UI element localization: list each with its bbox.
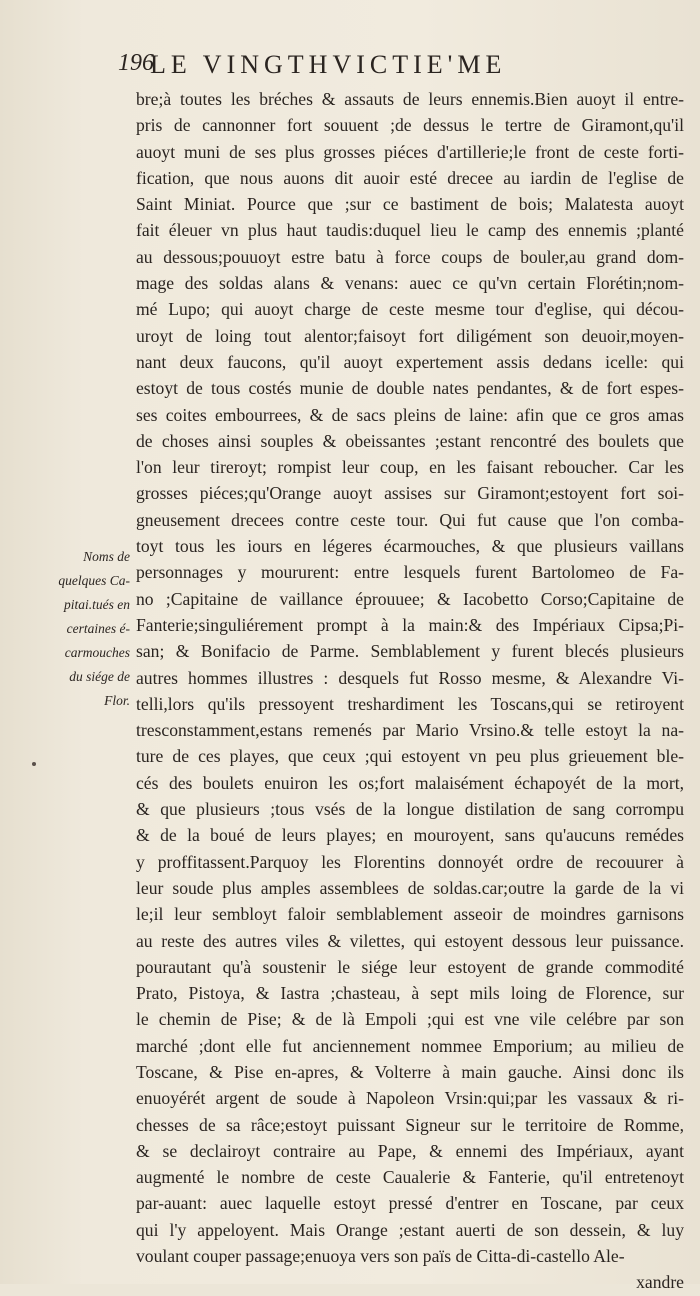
running-title: LE VINGTHVICTIE'ME [150,50,507,79]
text-line: no ;Capitaine de vaillance éprouuee; & Iacobetto Corso;Capitaine de [136,588,684,609]
text-line: auoyt muni de ses plus grosses piéces d'artillerie;le front de ceste forti- [136,141,684,162]
text-line: grosses piéces;qu'Orange auoyt assises sur Giramont;estoyent fort soi- [136,483,684,504]
text-line: leur soude plus amples assemblees de soldas.car;outre la garde de la vi [136,877,684,898]
page-number: 196 [118,50,154,76]
catchword: xandre [636,1272,684,1293]
text-line: nant deux faucons, qu'il auoyt expertement assis dedans icelle: qui [136,351,684,372]
margin-note-line: quelques Ca- [58,573,130,588]
margin-note [56,545,130,713]
margin-note-line: pitai.tués en [64,597,130,612]
text-line: telli,lors qu'ils pressoyent treshardiment les Toscans,qui se retiroyent [136,693,684,714]
text-line: le chemin de Pise; & de là Empoli ;qui est vne vile celébre par son [136,1009,684,1030]
text-line: ses coites embourrees, & de sacs pleins de laine: afin que ce gros amas [136,404,684,425]
text-line: enuoyérét argent de soude à Napoleon Vrsin:qui;par les vassaux & ri- [136,1088,684,1109]
text-line: de choses ainsi souples & obeissantes ;estant rencontré des boulets que [136,430,684,451]
text-line: l'on leur tireroyt; rompist leur coup, en les faisant reboucher. Car les [136,457,684,478]
text-line: bre;à toutes les bréches & assauts de leurs ennemis.Bien auoyt il entre- [136,89,684,109]
text-line: estoyt de tous costés munie de double nates pendantes, & de fort espes- [136,378,684,399]
text-line: y proffitassent.Parquoy les Florentins donnoyét ordre de recouurer à [136,851,684,872]
text-line: marché ;dont elle fut anciennement nommee Emporium; au milieu de [136,1035,684,1056]
body-text [136,86,684,1296]
margin-note-line: Noms de [83,549,130,564]
ink-dot [32,762,36,766]
text-line: augmenté le nombre de ceste Caualerie & Fanterie, qu'il entretenoyt [136,1167,684,1188]
text-line: pourautant qu'à soustenir le siége leur estoyent de grande commodité [136,956,684,977]
text-line: Fanterie;singuliérement prompt à la main:& des Impériaux Cipsa;Pi- [136,614,684,635]
text-line: san; & Bonifacio de Parme. Semblablement y furent blecés plusieurs [136,641,684,662]
text-line: fication, que nous auons dit auoir esté drecee au iardin de l'eglise de [136,167,684,188]
text-line: personnages y moururent: entre lesquels furent Bartolomeo de Fa- [136,562,684,583]
text-line: & se declairoyt contraire au Pape, & ennemi des Impériaux, ayant [136,1140,684,1161]
text-line: fait éleuer vn plus haut taudis:duquel lieu le camp des ennemis ;planté [136,220,684,241]
text-line: Toscane, & Pise en-apres, & Volterre à main gauche. Ainsi donc ils [136,1061,684,1082]
text-line: cés des boulets enuiron les os;fort malaisément échapoyét de la mort, [136,772,684,793]
margin-note-line: carmouches [64,645,130,660]
text-line: qui l'y appeloyent. Mais Orange ;estant auerti de son dessein, & luy [136,1219,684,1240]
text-line: gneusement drecees contre ceste tour. Qui fut cause que l'on comba- [136,509,684,530]
text-line: autres hommes illustres : desquels fut Rosso mesme, & Alexandre Vi- [136,667,684,688]
text-line: pris de cannonner fort souuent ;de dessus le tertre de Giramont,qu'il [136,115,684,136]
text-line: chesses de sa râce;estoyt puissant Signeur sur le territoire de Romme, [136,1114,684,1135]
margin-note-line: Flor. [104,693,130,708]
text-line: uroyt de loing tout alentor;faisoyt fort diligément son deuoir,moyen- [136,325,684,346]
text-line: Prato, Pistoya, & Iastra ;chasteau, à sept mils loing de Florence, sur [136,983,684,1004]
text-line: voulant couper passage;enuoya vers son païs de Citta-di-castello Ale- [136,1246,625,1267]
text-line: au reste des autres viles & vilettes, qui estoyent dessous leur puissance. [136,930,684,951]
margin-note-line: du siége de [69,669,130,684]
text-line: mage des soldas alans & venans: auec ce qu'vn certain Florétin;nom- [136,273,684,294]
text-line: tresconstamment,estans remenés par Mario Vrsino.& telle estoyt la na- [136,720,684,741]
margin-note-line: certaines é- [66,621,130,636]
text-line: ture de ces playes, que ceux ;qui estoyent vn peu plus grieuement ble- [136,746,684,767]
text-line: & que plusieurs ;tous vsés de la longue distilation de sang corrompu [136,799,684,820]
text-line: par-auant: auec laquelle estoyt pressé d'entrer en Toscane, par ceux [136,1193,684,1214]
text-line: Saint Miniat. Pource que ;sur ce bastiment de bois; Malatesta auoyt [136,194,684,215]
text-line: le;il leur sembloyt faloir semblablement asseoir de moindres garnisons [136,904,684,925]
text-line: toyt tous les iours en légeres écarmouches, & que plusieurs vaillans [136,536,684,557]
text-line: au dessous;pouuoyt estre batu à force coups de bouler,au grand dom- [136,246,684,267]
page-header [118,50,678,80]
text-line: mé Lupo; qui auoyt charge de ceste mesme tour d'eglise, qui décou- [136,299,684,320]
text-line: & de la boué de leurs playes; en mouroyent, sans qu'aucuns remédes [136,825,684,846]
